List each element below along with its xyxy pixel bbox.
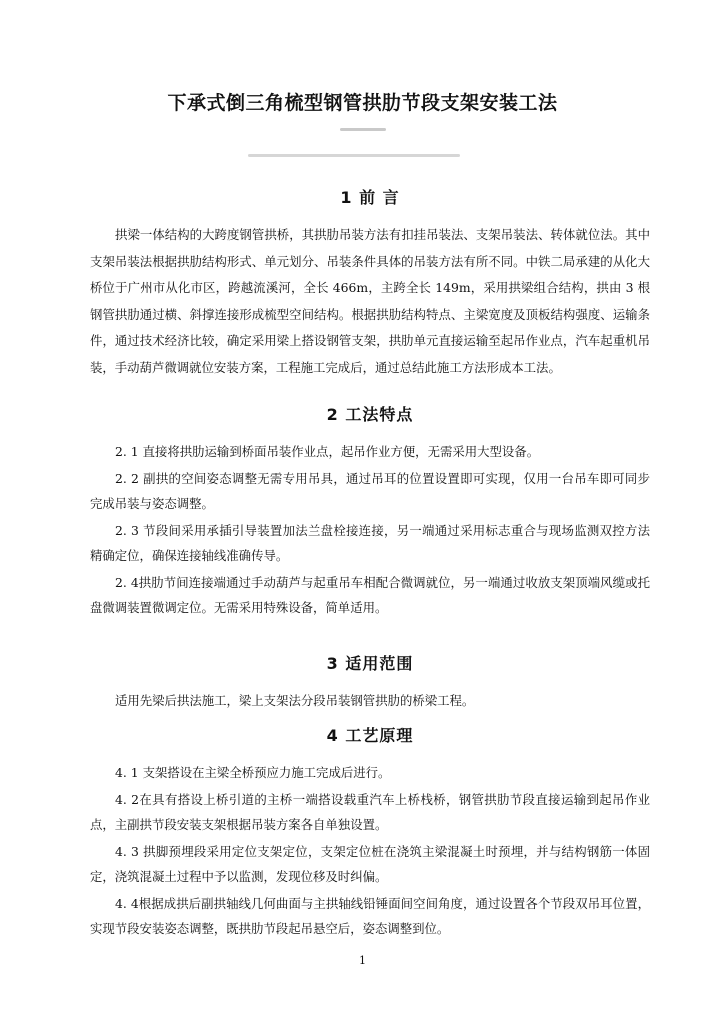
author-line-smudge [340,128,386,131]
list-item: 4. 4根据成拱后副拱轴线几何曲面与主拱轴线铅锤面间空间角度，通过设置各个节段双吊耳位置，实现节段安装姿态调整，既拱肋节段起吊悬空后，姿态调整到位。 [90,896,650,936]
list-item: 2. 4拱肋节间连接端通过手动葫芦与起重吊车相配合微调就位，另一端通过收放支架顶端风缆或托盘微调装置微调定位。无需采用特殊设备，简单适用。 [90,575,650,615]
section-preface [90,185,650,381]
section-heading: 1 前 言 [340,188,400,207]
section-paragraph: 适用先梁后拱法施工，梁上支架法分段吊装钢管拱肋的桥梁工程。 [115,693,475,708]
list-item: 4. 1 支架搭设在主梁全桥预应力施工完成后进行。 [115,765,391,780]
section-heading: 2 工法特点 [326,405,414,424]
list-item: 4. 2在具有搭设上桥引道的主桥一端搭设载重汽车上桥栈桥，钢管拱肋节段直接运输到起吊作业点，主副拱节段安装支架根据吊装方案各自单独设置。 [90,792,650,832]
section-method-features [90,402,650,622]
section-heading: 4 工艺原理 [326,726,414,745]
list-item: 2. 2 副拱的空间姿态调整无需专用吊具，通过吊耳的位置设置即可实现，仅用一台吊车即可同步完成吊装与姿态调整。 [90,471,650,511]
page-number: 1 [359,954,366,967]
list-item: 2. 1 直接将拱肋运输到桥面吊装作业点，起吊作业方便，无需采用大型设备。 [115,444,540,459]
section-process-principle [90,723,650,943]
section-scope [90,651,650,715]
section-heading: 3 适用范围 [326,654,414,673]
section-paragraph: 拱梁一体结构的大跨度钢管拱桥，其拱肋吊装方法有扣挂吊装法、支架吊装法、转体就位法。其中支架吊装法根据拱肋结构形式、单元划分、吊装条件具体的吊装方法有所不同。中铁二局承建的从化大桥位于广州市从化市区，跨越流溪河，全长 466m，主跨全长 149m，采用拱梁组合结构，拱由 3 根钢管拱肋通过横、斜撑连接形成梳型空间结构。根据拱肋结构特点、主梁宽度及顶板结构强度、运输条件，通过技术经济比较，确定采用梁上搭设钢管支架，拱肋单元直接运输至起吊作业点，汽车起重机吊装，手动葫芦微调就位安装方案，工程施工完成后，通过总结此施工方法形成本工法。 [90,227,650,375]
document-title: 下承式倒三角梳型钢管拱肋节段支架安装工法 [167,92,558,114]
affiliation-line-smudge [248,154,460,157]
list-item: 4. 3 拱脚预埋段采用定位支架定位，支架定位桩在浇筑主梁混凝土时预埋，并与结构钢筋一体固定，浇筑混凝土过程中予以监测，发现位移及时纠偏。 [90,844,650,884]
list-item: 2. 3 节段间采用承插引导装置加法兰盘栓接连接，另一端通过采用标志重合与现场监测双控方法精确定位，确保连接轴线准确传导。 [90,523,650,563]
